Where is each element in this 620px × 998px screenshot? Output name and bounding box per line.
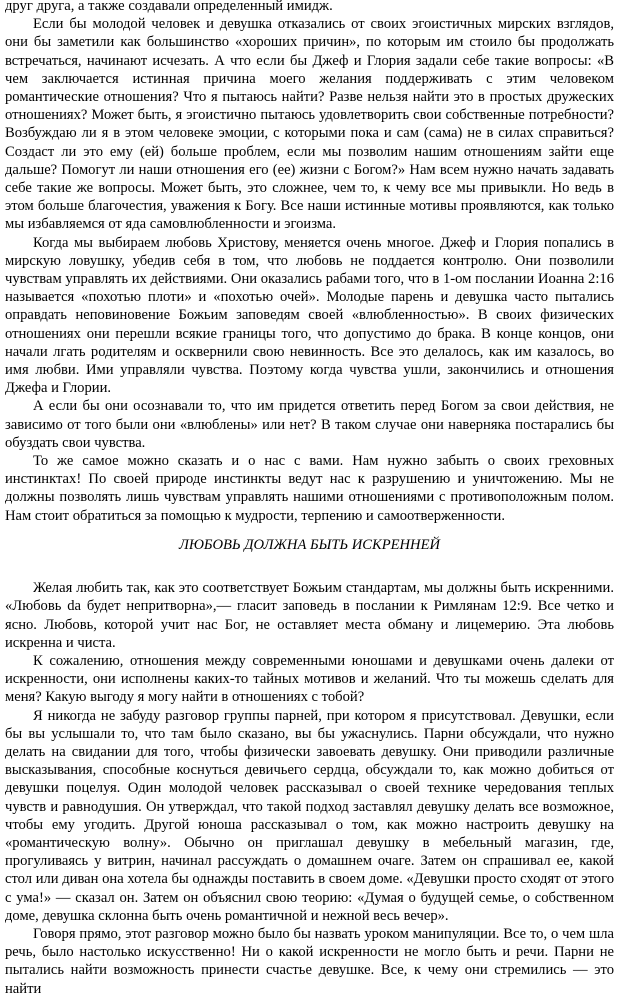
paragraph: Я никогда не забуду разговор группы парней, при котором я присутствовал. Девушки, если бы вы услышали то, что там было сказано, вы бы ужаснулись. Парни обсуждали, что нужно делать на свидании для того, чтобы физически завоевать девушку. Они приводили различные высказывания, способные коснуться девичьего сердца, обсуждали то, как можно добиться от девушки поцелуя. Один молодой человек рассказывал о своей технике чередования теплых чувств и равнодушия. Он утверждал, что такой подход заставлял девушку делать все возможное, чтобы ему угодить. Другой юноша рассказывал о том, как можно настроить девушку на «романтическую волну». Обычно он приглашал девушку в мебельный магазин, где, прогуливаясь у витрин, начинал рассуждать о домашнем очаге. Затем он спрашивал ее, какой стол или диван она хотела бы однажды поставить в своем доме. «Девушки просто сходят от этого с ума!» — сказал он. Затем он объяснил свою теорию: «Думая о будущей семье, о собственном доме, девушка склонна быть очень романтичной и нежной весь вечер». [5, 707, 614, 924]
document-page [5, 0, 614, 998]
paragraph: То же самое можно сказать и о нас с вами. Нам нужно забыть о своих греховных инстинктах! По своей природе инстинкты ведут нас к разрушению и уничтожению. Мы не должны позволять лишь чувствам управлять нашими отношениями с противоположным полом. Нам стоит обратиться за помощью к мудрости, терпению и самоотверженности. [5, 453, 614, 524]
paragraph: А если бы они осознавали то, что им придется ответить перед Богом за свои действия, не зависимо от того были они «влюблены» или нет? В таком случае они наверняка постарались бы обуздать свои чувства. [5, 398, 614, 451]
paragraph: Если бы молодой человек и девушка отказались от своих эгоистичных мирских взглядов, они бы заметили как большинство «хороших причин», по которым им стоило бы продолжать встречаться, начинают исчезать. А что если бы Джеф и Глория задали себе такие вопросы: «В чем заключается истинная причина моего желания поддерживать с этим человеком романтические отношения? Что я пытаюсь найти? Разве нельзя найти это в простых дружеских отношениях? Может быть, я эгоистично пытаюсь удовлетворить свои собственные потребности? Возбуждаю ли я в этом человеке эмоции, с которыми пока и сам (сама) не в силах справиться? Создаст ли это ему (ей) больше проблем, если мы позволим нашим отношениям зайти еще дальше? Помогут ли наши отношения его (ее) жизни с Богом?» Нам всем нужно начать задавать себе такие же вопросы. Может быть, это сложнее, чем то, к чему все мы привыкли. Но ведь в этом больше благочестия, уважения к Богу. Все наши истинные мотивы проявляются, как только мы избавляемся от яда самовлюбленности и эгоизма. [5, 16, 614, 233]
paragraph: Желая любить так, как это соответствует Божьим стандартам, мы должны быть искренними. «Любовь da будет непритворна»,— гласит заповедь в послании к Римлянам 12:9. Все четко и ясно. Любовь, которой учит нас Бог, не оставляет места обману и лицемерию. Эта любовь искренна и чиста. [5, 580, 614, 651]
section-heading: ЛЮБОВЬ ДОЛЖНА БЫТЬ ИСКРЕННЕЙ [178, 536, 441, 553]
paragraph: Когда мы выбираем любовь Христову, меняется очень многое. Джеф и Глория попались в мирскую ловушку, убедив себя в том, что любовь не поддается контролю. Они позволили чувствам управлять их действиями. Они оказались рабами того, что в 1-ом послании Иоанна 2:16 называется «похотью плоти» и «похотью очей». Молодые парень и девушка часто пытались оправдать неповиновение Божьим заповедям своей «влюбленностью». В своих физических отношениях они перешли всякие границы того, что допустимо до брака. В конце концов, они начали лгать родителям и осквернили свою невинность. Все это делалось, как им казалось, во имя любви. Ими управляли чувства. Поэтому когда чувства ушли, закончились и отношения Джефа и Глории. [5, 234, 614, 397]
paragraph-continuation: друг друга, а также создавали определенный имидж. [5, 0, 333, 14]
paragraph: Говоря прямо, этот разговор можно было бы назвать уроком манипуляции. Все то, о чем шла речь, было настолько искусственно! Ни о какой искренности не могло быть и речи. Парни не пытались найти возможность принести счастье девушке. Все, к чему они стремились — это найти [5, 925, 614, 997]
paragraph: К сожалению, отношения между современными юношами и девушками очень далеки от искренности, они исполнены каких-то тайных мотивов и желаний. Что ты можешь сделать для меня? Какую выгоду я могу найти в отношениях с тобой? [5, 652, 614, 706]
